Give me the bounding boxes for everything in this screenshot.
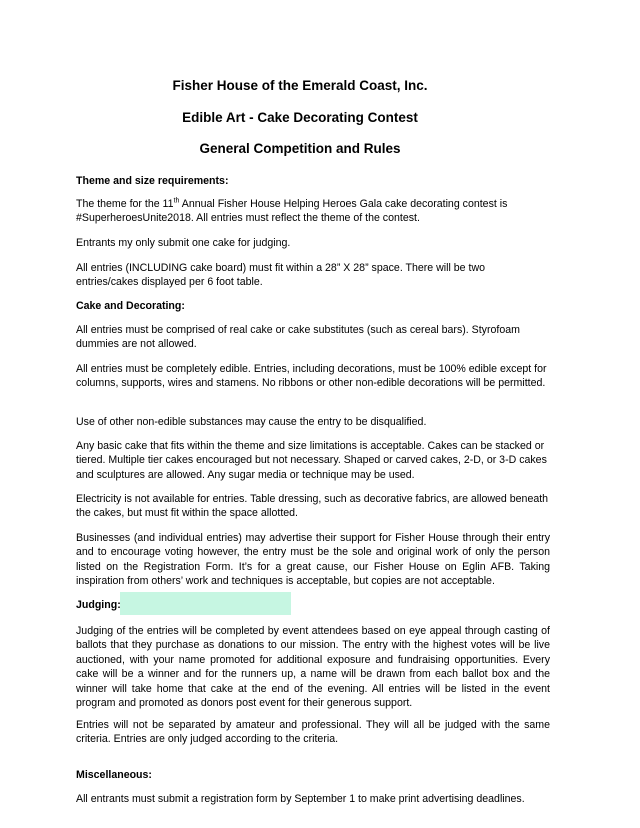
theme-paragraph: The theme for the 11th Annual Fisher House Helping Heroes Gala cake decorating contest is #SuperheroesUnite2018. All entries must reflect the theme of the contest. (76, 197, 508, 225)
judging-paragraph: Judging of the entries will be completed by event attendees based on eye appeal through casting of ballots that they purchase as donations to our mission. The entry with the highest votes will be live auctioned, with your name promoted for additional exposure and fundraising opportunities. Every cake will be a winner and for the runners up, a name will be drawn from each ballot box and the winner will take home that cake at the end of the evening. All entries will be listed in the event program and promoted as donors post event for their generous support. (76, 625, 550, 710)
cake-heading: Cake and Decorating: (76, 300, 185, 312)
registration-paragraph: All entrants must submit a registration form by September 1 to make print advertising deadlines. (76, 793, 525, 805)
event-title: Edible Art - Cake Decorating Contest (182, 110, 418, 125)
entry-limit-paragraph: Entrants my only submit one cake for judging. (76, 237, 291, 249)
edible-paragraph: All entries must be completely edible. Entries, including decorations, must be 100% edible except for columns, supports, wires and stamens. No ribbons or other non-edible decorations will be permitted. (76, 363, 547, 390)
rules-title: General Competition and Rules (199, 141, 401, 156)
real-cake-paragraph: All entries must be comprised of real cake or cake substitutes (such as cereal bars). Styrofoam dummies are not allowed. (76, 324, 520, 351)
cake-types-paragraph: Any basic cake that fits within the theme and size limitations is acceptable. Cakes can be stacked or tiered. Multiple tier cakes encouraged but not necessary. Shaped or carved cakes, 2-D, or 3-D cakes and sculptures are allowed. Any sugar media or technique may be used. (76, 440, 547, 481)
electricity-paragraph: Electricity is not available for entries. Table dressing, such as decorative fabrics, are allowed beneath the cakes, but must fit within the space allotted. (76, 493, 549, 520)
size-paragraph: All entries (INCLUDING cake board) must fit within a 28” X 28” space. There will be two entries/cakes displayed per 6 foot table. (76, 262, 485, 289)
disqualify-paragraph: Use of other non-edible substances may cause the entry to be disqualified. (76, 416, 427, 428)
theme-heading: Theme and size requirements: (76, 175, 229, 187)
advertising-paragraph: Businesses (and individual entries) may advertise their support for Fisher House through their entry and to encourage voting however, the entry must be the sole and original work of only the person listed on the Registration Form. It’s for a great cause, our Fisher House on Eglin AFB. Taking inspiration from others’ work and techniques is acceptable, but copies are not acceptable. (76, 532, 550, 588)
org-title: Fisher House of the Emerald Coast, Inc. (172, 78, 428, 93)
misc-heading: Miscellaneous: (76, 769, 152, 781)
judging-heading: Judging: (76, 599, 121, 611)
criteria-paragraph: Entries will not be separated by amateur and professional. They will all be judged with the same criteria. Entries are only judged according to the criteria. (76, 719, 550, 746)
